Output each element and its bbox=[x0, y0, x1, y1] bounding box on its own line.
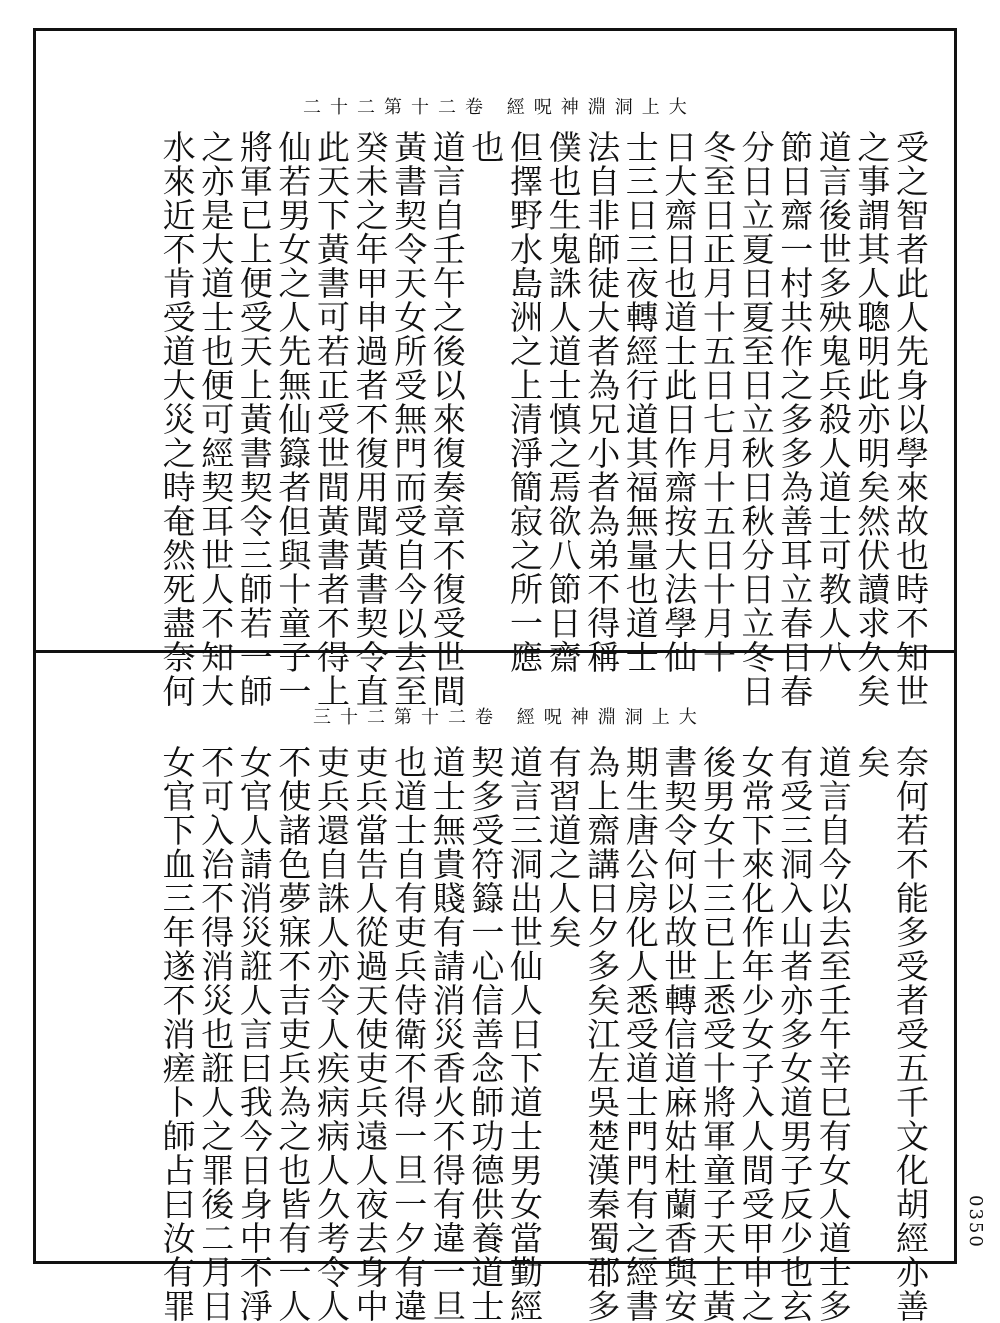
text-column: 受之智者此人先身以學來故也時不知世 bbox=[891, 130, 930, 708]
text-column: 道言自今以去至壬午辛巳有女人道士多 bbox=[813, 745, 853, 1323]
text-column: 僕也生鬼誅人道士慎之焉欲八節日齋 bbox=[543, 130, 583, 674]
text-column: 奈何若不能多受者受五千文化胡經亦善 bbox=[891, 745, 930, 1323]
text-column: 道言後世多殃鬼兵殺人道士可教人八 bbox=[813, 130, 853, 674]
text-column: 之事謂其人聰明此亦明矣然伏讀求久矣 bbox=[852, 130, 892, 708]
text-column: 日大齋日也道士此日作齋按大法學仙 bbox=[659, 130, 699, 674]
text-column: 癸未之年甲申過者不復用聞黃書契令直 bbox=[350, 130, 390, 708]
text-column: 道士無貴賤有請消災香火不得有違一旦 bbox=[427, 745, 467, 1323]
text-column: 也道士自有吏兵侍衛不得一旦一夕有違 bbox=[389, 745, 429, 1323]
text-column: 道言三洞出世仙人日下道士男女當勤經 bbox=[505, 745, 544, 1323]
text-column: 為上齋講日夕多矣江左吳楚漢秦蜀郡多 bbox=[582, 745, 622, 1323]
text-column: 此天下黃書可若正受世間黃書者不得上 bbox=[312, 130, 351, 708]
text-column: 吏兵還自誅人亦令人疾病病人久考令人 bbox=[312, 745, 351, 1323]
text-column: 節日齋一村共作之多多為善耳立春日春 bbox=[775, 130, 815, 708]
page-number: 0350 bbox=[965, 1195, 986, 1249]
text-column: 但擇野水島洲之上清淨簡寂之所一應 bbox=[505, 130, 544, 674]
text-column: 矣 bbox=[852, 745, 892, 779]
bottom-page-header: 三十二第十二卷 經呪神淵洞上大 bbox=[313, 707, 706, 728]
text-column: 女常下來化作年少女子入人間受甲申之 bbox=[736, 745, 776, 1323]
text-column: 吏兵當告人從過天使吏兵遠人夜去身中 bbox=[350, 745, 390, 1323]
text-column: 分日立夏日夏至日立秋日秋分日立冬日 bbox=[736, 130, 776, 708]
text-column: 契多受符籙一心信善念師功德供養道士 bbox=[466, 745, 506, 1323]
text-column: 之亦是大道士也便可經契耳世人不知大 bbox=[196, 130, 236, 708]
text-column: 有受三洞入山者亦多女道男子反少也玄 bbox=[775, 745, 815, 1323]
text-column: 後男女十三已上悉受十將軍童子天上黃 bbox=[698, 745, 737, 1323]
text-column: 道言自壬午之後以來復奏章不復受世間 bbox=[427, 130, 467, 708]
text-column: 黃書契令天女所受無門而受自今以去至 bbox=[389, 130, 429, 708]
text-column: 冬至日正月十五日七月十五日十月十 bbox=[698, 130, 737, 674]
text-column: 不可入治不得消災也誑人之罪後二月日 bbox=[196, 745, 236, 1323]
top-page-header: 二十二第十二卷 經呪神淵洞上大 bbox=[303, 97, 696, 118]
text-column: 不使諸色夢寐不吉吏兵為之也皆有一人 bbox=[273, 745, 313, 1323]
text-column: 仙若男女之人先無仙籙者但與十童子一 bbox=[273, 130, 313, 708]
text-column: 法自非師徒大者為兄小者為弟不得稱 bbox=[582, 130, 622, 674]
text-column: 書契令何以故世轉信道麻姑杜蘭香與安 bbox=[659, 745, 699, 1323]
text-column: 女官下血三年遂不消瘥卜師占曰汝有罪 bbox=[157, 745, 197, 1323]
text-column: 有習道之人矣 bbox=[543, 745, 583, 949]
text-column: 將軍已上便受天上黃書契令三師若一師 bbox=[234, 130, 274, 708]
text-column: 水來近不肯受道大災之時奄然死盡奈何 bbox=[157, 130, 197, 708]
text-column: 女官人請消災誑人言曰我今日身中不淨 bbox=[234, 745, 274, 1323]
text-column: 也 bbox=[466, 130, 506, 164]
text-column: 期生唐公房化人悉受道士門門有之經書 bbox=[620, 745, 660, 1323]
text-column: 士三日三夜轉經行道其福無量也道士 bbox=[620, 130, 660, 674]
